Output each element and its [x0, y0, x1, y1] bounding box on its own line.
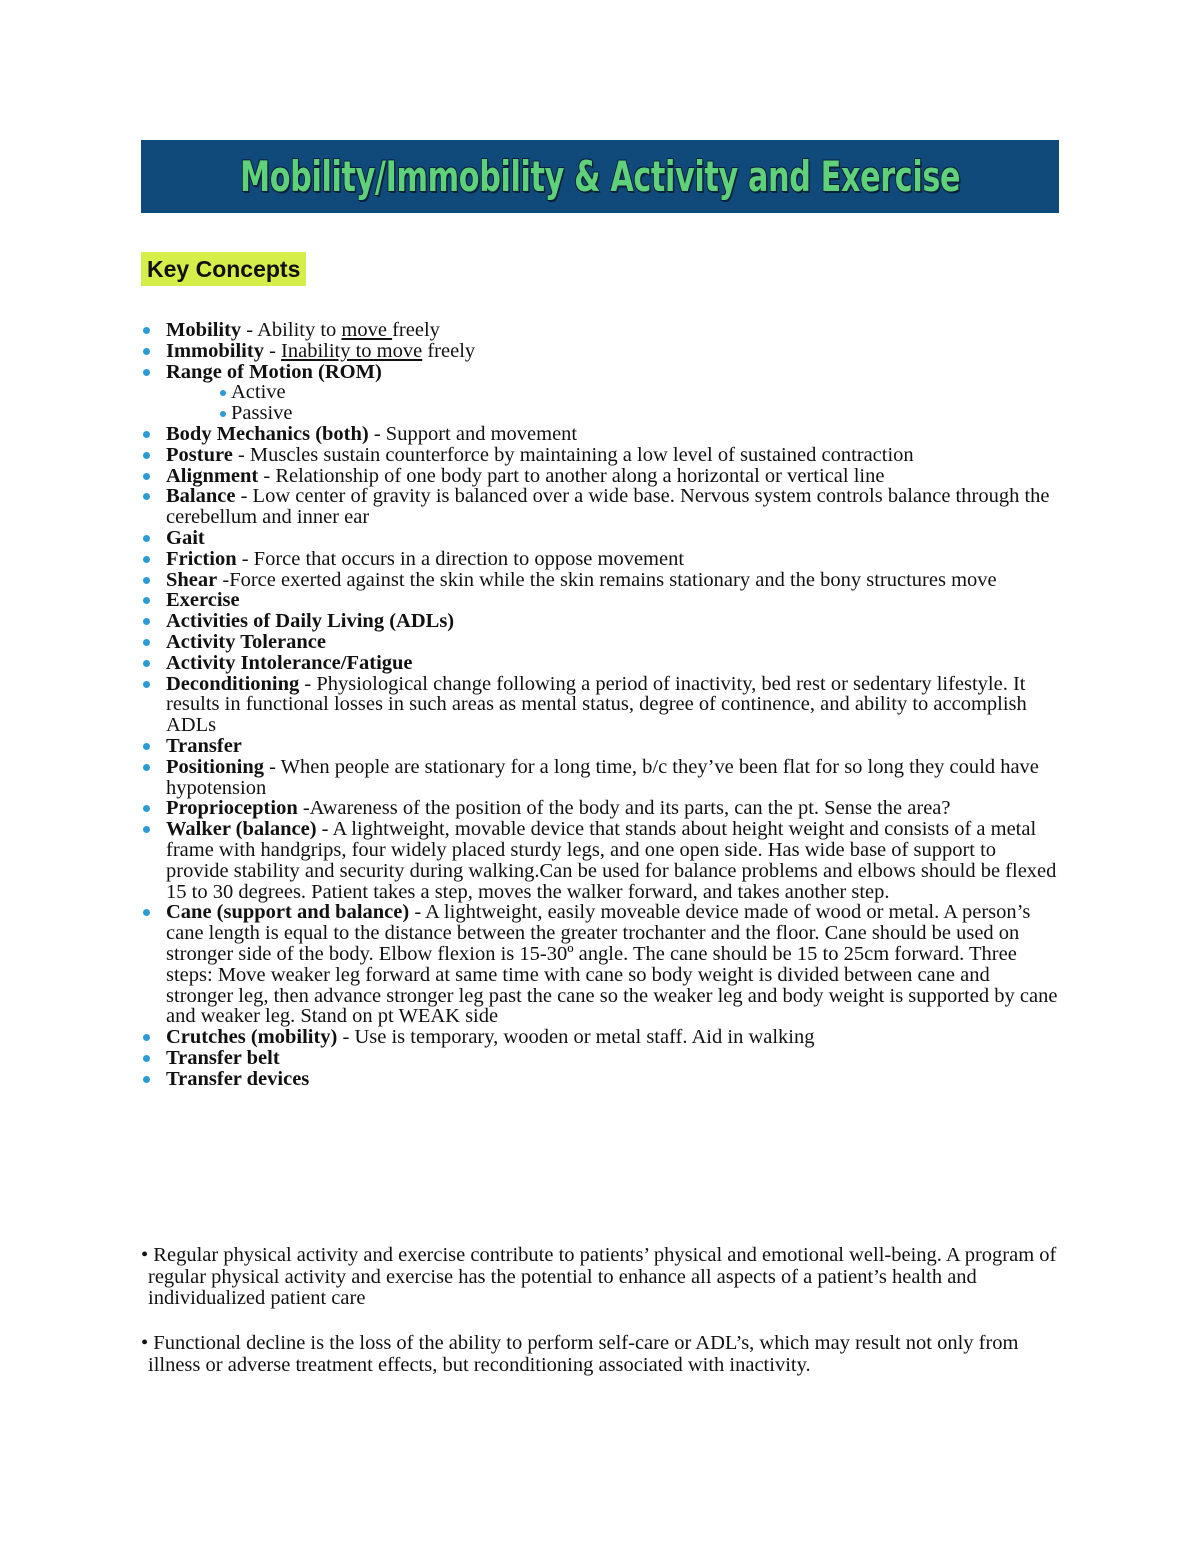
concept-desc: -Awareness of the position of the body and its parts, can the pt. Sense the area?	[297, 797, 951, 820]
underlined-text: Inability to move	[281, 339, 423, 362]
concept-desc: Ability to	[257, 319, 342, 341]
concept-term: Body Mechanics (both)	[166, 422, 369, 445]
concept-desc: -Force exerted against the skin while the skin remains stationary and the bony structures move	[217, 568, 997, 591]
concept-rom-passive: Passive	[141, 403, 1061, 424]
concept-desc: - A lightweight, movable device that stands about height weight and consists of a metal frame with handgrips, four widely placed sturdy legs, and one open side. Has wide base of support to provide stability and security during walking.Can be used for balance problems and elbows should be flexed 15 to 30 degrees. Patient takes a step, moves the walker forward, and takes another step.	[166, 818, 1057, 903]
concept-term: Posture	[166, 443, 233, 466]
concept-term: Alignment	[166, 464, 259, 487]
concept-term: Activity Tolerance	[166, 630, 326, 653]
concept-transfer	[141, 736, 1061, 757]
concept-crutches	[141, 1027, 1061, 1048]
concept-desc: - Low center of gravity is balanced over a wide base. Nervous system controls balance through the cerebellum and inner ear	[166, 485, 1050, 529]
concept-immobility	[141, 341, 1061, 362]
concept-balance	[141, 486, 1061, 528]
concept-term: Exercise	[166, 589, 240, 612]
concept-deconditioning	[141, 674, 1061, 736]
concept-term: Range of Motion (ROM)	[166, 360, 382, 383]
concept-desc: freely	[422, 339, 476, 362]
concept-rom-active: Active	[141, 382, 1061, 403]
concept-separator: -	[241, 319, 258, 341]
concept-friction	[141, 549, 1061, 570]
page-title: Mobility/Immobility & Activity and Exercise	[239, 152, 961, 201]
section-heading-key-concepts: Key Concepts	[141, 252, 306, 286]
concept-exercise	[141, 590, 1061, 611]
concept-term: Transfer belt	[166, 1046, 280, 1069]
concept-term: Transfer devices	[166, 1067, 310, 1090]
concept-activity-intolerance	[141, 653, 1061, 674]
concept-shear	[141, 570, 1061, 591]
concept-term: Positioning	[166, 755, 264, 778]
key-concepts-list	[141, 320, 1061, 1089]
concept-transfer-devices	[141, 1069, 1061, 1090]
concept-term: Crutches (mobility)	[166, 1026, 338, 1049]
concept-gait	[141, 528, 1061, 549]
concept-proprioception	[141, 798, 1061, 819]
concept-term: Deconditioning	[166, 672, 300, 695]
concept-positioning	[141, 757, 1061, 799]
concept-term: Proprioception	[166, 797, 298, 820]
concept-posture	[141, 445, 1061, 466]
concept-desc: - Relationship of one body part to another along a horizontal or vertical line	[258, 464, 885, 487]
concept-term: Mobility	[166, 319, 242, 341]
concept-term: Activity Intolerance/Fatigue	[166, 651, 413, 674]
concept-mobility	[141, 320, 1061, 341]
concept-term: Gait	[166, 526, 205, 549]
concept-cane	[141, 902, 1061, 1027]
concept-desc: - Support and movement	[368, 422, 578, 445]
concept-desc: - Force that occurs in a direction to oppose movement	[236, 547, 685, 570]
title-banner	[141, 140, 1059, 213]
concept-separator: -	[263, 339, 282, 362]
concept-transfer-belt	[141, 1048, 1061, 1069]
concept-term: Friction	[166, 547, 237, 570]
concept-rom	[141, 362, 1061, 383]
concept-walker	[141, 819, 1061, 902]
concept-adls	[141, 611, 1061, 632]
underlined-text: move	[341, 319, 393, 341]
concept-desc: freely	[392, 319, 440, 341]
concept-desc: - A lightweight, easily moveable device made of wood or metal. A person’s cane length is equal to the distance between the greater trochanter and the floor. Cane should be used on stronger side of the body. Elbow flexion is 15-30º angle. The cane should be 15 to 25cm forward. Three steps: Move weaker leg forward at same time with cane so body weight is divided between cane and stronger leg, then advance stronger leg past the cane so the weaker leg and body weight is supported by cane and weaker leg. Stand on pt WEAK side	[166, 901, 1058, 1028]
concept-activity-tolerance	[141, 632, 1061, 653]
paragraph-physical-activity: • Regular physical activity and exercise contribute to patients’ physical and emotional well-being. A program of regular physical activity and exercise has the potential to enhance all aspects of a patient’s health and individualized patient care	[141, 1244, 1057, 1310]
concept-term: Cane (support and balance)	[166, 901, 410, 924]
concept-desc: - Muscles sustain counterforce by maintaining a low level of sustained contraction	[232, 443, 914, 466]
concept-term: Transfer	[166, 734, 242, 757]
paragraph-functional-decline: • Functional decline is the loss of the ability to perform self-care or ADL’s, which may result not only from illness or adverse treatment effects, but reconditioning associated with inactivity.	[141, 1332, 1019, 1376]
concept-desc: - Use is temporary, wooden or metal staff. Aid in walking	[337, 1026, 815, 1049]
concept-term: Balance	[166, 485, 236, 508]
concept-desc: - When people are stationary for a long time, b/c they’ve been flat for so long they could have hypotension	[166, 755, 1039, 799]
concept-desc: - Physiological change following a period of inactivity, bed rest or sedentary lifestyle. It results in functional losses in such areas as mental status, degree of continence, and ability to accomplish ADLs	[166, 672, 1027, 737]
concept-alignment	[141, 466, 1061, 487]
concept-term: Immobility	[166, 339, 264, 362]
concept-term: Activities of Daily Living (ADLs)	[166, 610, 455, 633]
concept-term: Walker (balance)	[166, 818, 317, 841]
concept-body-mechanics	[141, 424, 1061, 445]
concept-term: Shear	[166, 568, 218, 591]
